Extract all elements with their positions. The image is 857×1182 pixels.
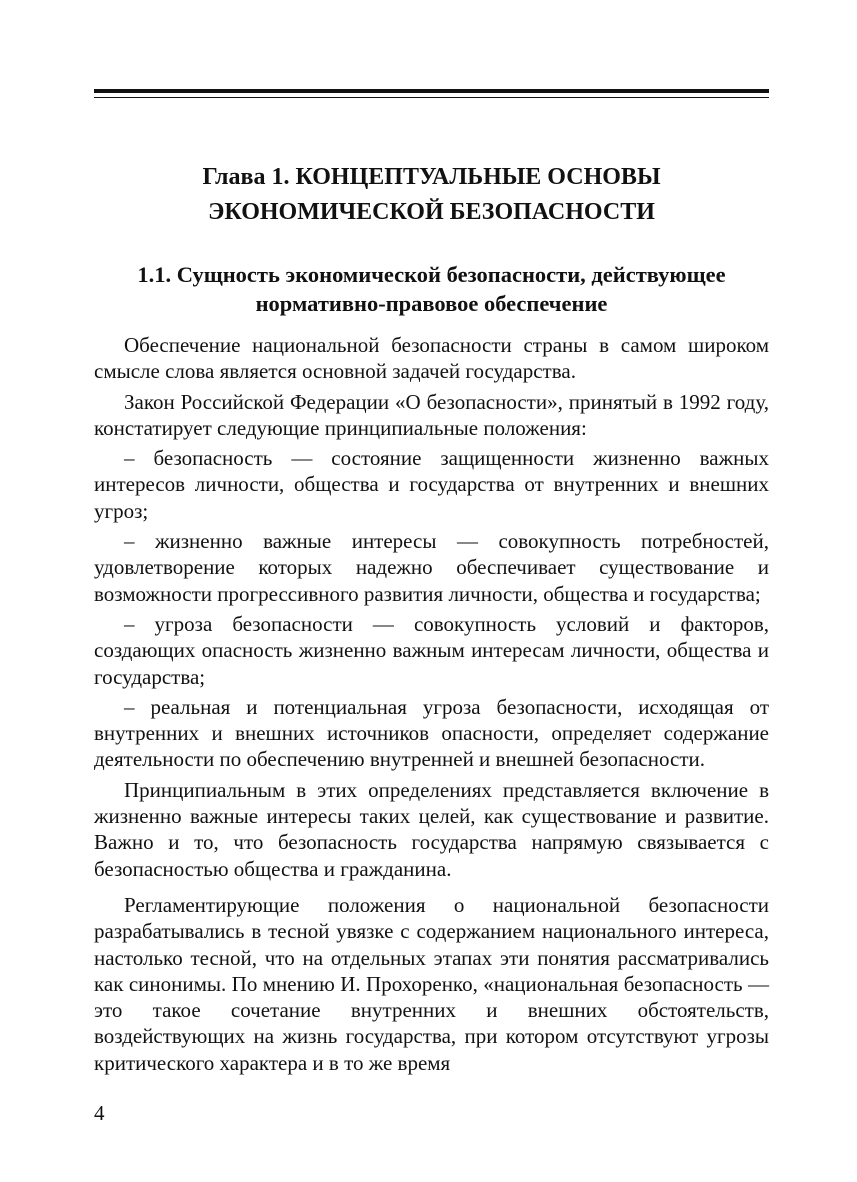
header-rule-thin — [94, 97, 769, 98]
chapter-title — [94, 160, 769, 230]
page-number: 4 — [94, 1101, 105, 1125]
paragraph: Принципиальным в этих определениях представляется включение в жизненно важные интересы таких целей, как существование и развитие. Важно и то, что безопасность государства напрямую связывается с безопасностью общества и гражданина. — [94, 777, 769, 881]
body-text — [94, 332, 769, 1076]
section-title-line-2: нормативно-правовое обеспечение — [255, 291, 608, 316]
chapter-title-line-1: Глава 1. КОНЦЕПТУАЛЬНЫЕ ОСНОВЫ — [202, 164, 661, 190]
section-title-line-1: 1.1. Сущность экономической безопасности, действующее — [137, 262, 726, 287]
list-item: – безопасность — состояние защищенности жизненно важных интересов личности, общества и государства от внутренних и внешних угроз; — [94, 446, 769, 523]
list-item: – угроза безопасности — совокупность условий и факторов, создающих опасность жизненно важным интересам личности, общества и государства; — [94, 611, 769, 689]
chapter-title-line-2: ЭКОНОМИЧЕСКОЙ БЕЗОПАСНОСТИ — [208, 199, 655, 225]
paragraph: Закон Российской Федерации «О безопасности», принятый в 1992 году, констатирует следующие принципиальные положения: — [94, 389, 769, 440]
header-rule-thick — [94, 89, 769, 93]
paragraph: Обеспечение национальной безопасности страны в самом широком смысле слова является основной задачей государства. — [94, 333, 769, 384]
section-title — [94, 260, 769, 318]
list-item: – реальная и потенциальная угроза безопасности, исходящая от внутренних и внешних источников опасности, определяет содержание деятельности по обеспечению внутренней и внешней безопасности. — [94, 694, 769, 772]
list-item: – жизненно важные интересы — совокупность потребностей, удовлетворение которых надежно обеспечивает существование и возможности прогрессивного развития личности, общества и государства; — [94, 529, 769, 606]
paragraph: Регламентирующие положения о национальной безопасности разрабатывались в тесной увязке с содержанием национального интереса, настолько тесной, что на отдельных этапах эти понятия рассматривались как синонимы. По мнению И. Прохоренко, «национальная безопасность — это такое сочетание внутренних и внешних обстоятельств, воздействующих на жизнь государства, при котором отсутствуют угрозы критического характера и в то же время — [94, 892, 769, 1075]
